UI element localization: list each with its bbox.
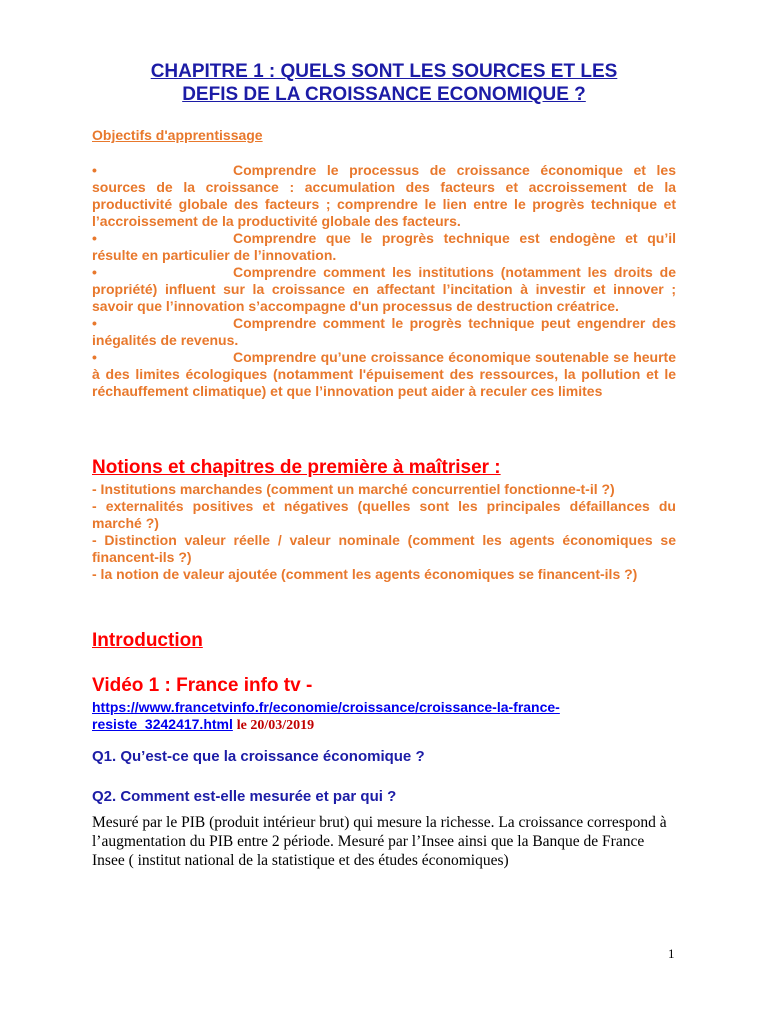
title-line-2: DEFIS DE LA CROISSANCE ECONOMIQUE ? bbox=[182, 84, 586, 105]
bullet-icon: • bbox=[92, 230, 97, 246]
bullet-icon: • bbox=[92, 315, 97, 331]
objective-text: Comprendre le processus de croissance économique et les sources de la croissance : accumulation des facteurs et accroissement de la productivité globale des facteurs ; comprendre le lien entre le progrès technique et l’accroissement de la productivité globale des facteurs. bbox=[92, 162, 676, 229]
objective-item-1 bbox=[92, 162, 676, 230]
objective-text: Comprendre comment le progrès technique peut engendrer des inégalités de revenus. bbox=[92, 315, 676, 348]
video-source bbox=[92, 699, 676, 734]
objective-text: Comprendre qu’une croissance économique soutenable se heurte à des limites écologiques (notamment l'épuisement des ressources, la pollution et le réchauffement climatique) et que l’innovation peut aider à reculer ces limites bbox=[92, 349, 676, 399]
video-heading: Vidéo 1 : France info tv - bbox=[92, 675, 313, 696]
title-line-1: CHAPITRE 1 : QUELS SONT LES SOURCES ET LES bbox=[150, 61, 618, 82]
video-date: le 20/03/2019 bbox=[236, 718, 315, 733]
notion-item: - Institutions marchandes (comment un marché concurrentiel fonctionne-t-il ?) bbox=[92, 481, 615, 497]
video-link[interactable]: https://www.francetvinfo.fr/economie/croissance/croissance-la-france-resiste_3242417.html bbox=[92, 699, 560, 732]
objective-text: Comprendre que le progrès technique est endogène et qu’il résulte en particulier de l’innovation. bbox=[92, 230, 676, 263]
objective-item-3 bbox=[92, 264, 676, 315]
objective-item-4 bbox=[92, 315, 676, 349]
notions-heading: Notions et chapitres de première à maîtriser : bbox=[92, 457, 501, 478]
question-2: Q2. Comment est-elle mesurée et par qui ? bbox=[92, 788, 397, 805]
bullet-icon: • bbox=[92, 162, 97, 178]
question-2-answer: Mesuré par le PIB (produit intérieur brut) qui mesure la richesse. La croissance correspond à l’augmentation du PIB entre 2 période. Mesuré par l’Insee ainsi que la Banque de France Insee ( institut national de la statistique et des études économiques) bbox=[92, 814, 667, 869]
notion-item: - la notion de valeur ajoutée (comment les agents économiques se financent-ils ?) bbox=[92, 566, 638, 582]
objective-item-5 bbox=[92, 349, 676, 400]
objective-item-2 bbox=[92, 230, 676, 264]
objective-text: Comprendre comment les institutions (notamment les droits de propriété) influent sur la croissance en affectant l’incitation à investir et innover ; savoir que l’innovation s’accompagne d'un processus de destruction créatrice. bbox=[92, 264, 676, 314]
notion-item: - externalités positives et négatives (quelles sont les principales défaillances du marché ?) bbox=[92, 498, 676, 531]
notions-list bbox=[92, 481, 676, 583]
objectives-heading: Objectifs d'apprentissage bbox=[92, 127, 263, 143]
page-number: 1 bbox=[668, 946, 675, 961]
notion-item: - Distinction valeur réelle / valeur nominale (comment les agents économiques se financent-ils ?) bbox=[92, 532, 676, 565]
bullet-icon: • bbox=[92, 264, 97, 280]
question-1: Q1. Qu’est-ce que la croissance économique ? bbox=[92, 748, 425, 765]
objectives-list bbox=[92, 162, 676, 400]
introduction-heading: Introduction bbox=[92, 630, 203, 651]
page-title bbox=[92, 60, 676, 106]
bullet-icon: • bbox=[92, 349, 97, 365]
